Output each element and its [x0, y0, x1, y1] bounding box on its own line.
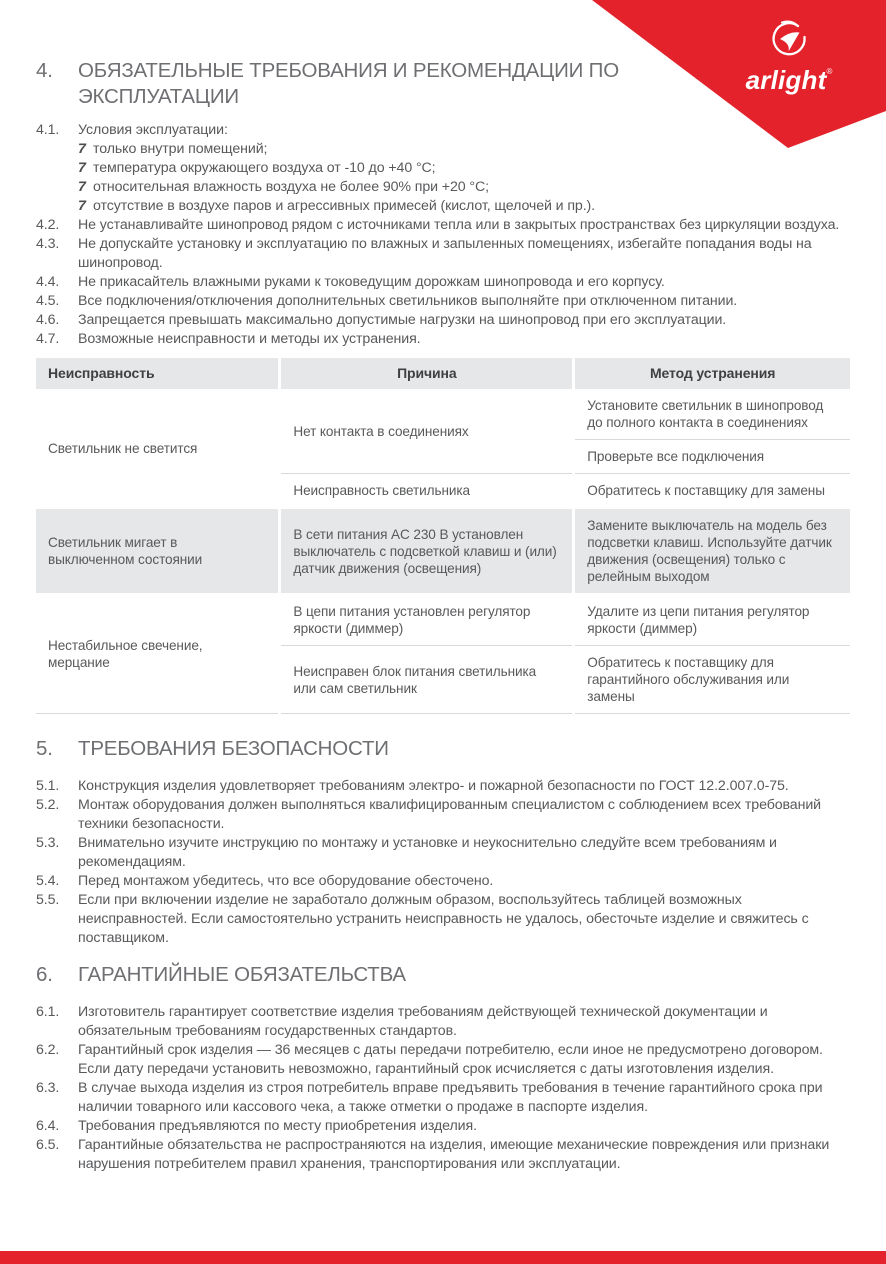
list-item [36, 216, 850, 235]
bullet-text: только внутри помещений; [93, 141, 268, 157]
list-item [36, 1079, 850, 1117]
item-number: 4.6. [36, 312, 60, 328]
item-text: Условия эксплуатации: [78, 122, 228, 138]
section-title: ГАРАНТИЙНЫЕ ОБЯЗАТЕЛЬСТВА [78, 963, 406, 986]
item-text: Изготовитель гарантирует соответствие изделия требованиям действующей технической документации и обязательным требованиям государственных стандартов. [78, 1004, 768, 1039]
bullet-text: отсутствие в воздухе паров и агрессивных примесей (кислот, щелочей и пр.). [93, 198, 596, 214]
item-text: Требования предъявляются по месту приобретения изделия. [78, 1118, 477, 1134]
list-item [36, 872, 850, 891]
item-number: 6.4. [36, 1118, 60, 1134]
list-item [36, 1003, 850, 1041]
cell-fault3-cause2: Неисправен блок питания светильника или сам светильник [280, 646, 574, 714]
item-text: Если при включении изделие не заработало должным образом, воспользуйтесь таблицей возможных неисправностей. Если самостоятельно устранить неисправность не удалось, обесточьте изделие и свяжитесь с поставщиком. [78, 892, 809, 946]
list-item [36, 235, 850, 273]
bullet-row [78, 140, 850, 159]
table-row [36, 594, 850, 646]
section-title: ТРЕБОВАНИЯ БЕЗОПАСНОСТИ [78, 737, 389, 760]
item-text: Запрещается превышать максимально допустимые нагрузки на шинопровод при его эксплуатации. [78, 312, 727, 328]
item-number: 5.3. [36, 835, 60, 851]
bullet-text: относительная влажность воздуха не более 90% при +20 °С; [93, 179, 489, 195]
table-header-fault: Неисправность [36, 358, 280, 389]
item-number: 6.5. [36, 1137, 60, 1153]
item-text: Не допускайте установку и эксплуатацию по влажных и запыленных помещениях, избегайте попадания воды на шинопровод. [78, 236, 812, 271]
list-item [36, 891, 850, 948]
table-header-fix: Метод устранения [574, 358, 850, 389]
bullet-row [78, 197, 850, 216]
item-text: Не устанавливайте шинопровод рядом с источниками тепла или в закрытых пространствах без циркуляции воздуха. [78, 217, 840, 233]
item-text: Гарантийный срок изделия — 36 месяцев с даты передачи потребителю, если иное не предусмотрено договором. Если дату передачи установить невозможно, гарантийный срок исчисляется с даты изготовления изделия. [78, 1042, 823, 1077]
item-number: 4.4. [36, 274, 60, 290]
item-number: 5.1. [36, 778, 60, 794]
list-item [36, 1041, 850, 1079]
section-number: 6. [36, 963, 53, 986]
cell-fault3-fix1: Удалите из цепи питания регулятор яркости (диммер) [574, 594, 850, 646]
cell-fault1-cause1: Нет контакта в соединениях [280, 389, 574, 474]
list-item [36, 1136, 850, 1174]
section-5-heading [36, 736, 850, 762]
section-number: 5. [36, 737, 53, 760]
section-title: ОБЯЗАТЕЛЬНЫЕ ТРЕБОВАНИЯ И РЕКОМЕНДАЦИИ ПО ЭКСПЛУАТАЦИИ [78, 59, 619, 108]
cell-fault1-fix2: Обратитесь к поставщику для замены [574, 474, 850, 509]
list-item [36, 330, 850, 349]
item-text: В случае выхода изделия из строя потребитель вправе предъявить требования в течение гарантийного срока при наличии товарного или кассового чека, а также отметки о продаже в паспорте изделия. [78, 1080, 823, 1115]
footer-red-bar [0, 1251, 886, 1264]
item-number: 6.2. [36, 1042, 60, 1058]
logo-wordmark: arlight [745, 65, 827, 95]
item-text: Все подключения/отключения дополнительных светильников выполняйте при отключенном питании. [78, 293, 738, 309]
table-row-shaded [36, 508, 850, 594]
item-text: Не прикасайтель влажными руками к токоведущим дорожкам шинопровода и его корпусу. [78, 274, 665, 290]
table-header-row [36, 358, 850, 389]
section-4-heading [36, 58, 850, 110]
list-item [36, 777, 850, 796]
page-content [36, 58, 850, 1174]
arrow-bullet-icon: 7 [78, 198, 86, 214]
item-number: 4.2. [36, 217, 60, 233]
item-number: 6.3. [36, 1080, 60, 1096]
list-item [36, 796, 850, 834]
cell-fault2-cause: В сети питания AC 230 В установлен выключатель с подсветкой клавиш и (или) датчик движения (освещения) [280, 508, 574, 594]
registered-mark: ® [826, 67, 833, 76]
list-item [36, 292, 850, 311]
list-item [36, 273, 850, 292]
item-number: 5.5. [36, 892, 60, 908]
cell-fault3: Нестабильное свечение, мерцание [36, 594, 280, 714]
item-text: Монтаж оборудования должен выполняться квалифицированным специалистом с соблюдением всех требований техники безопасности. [78, 797, 821, 832]
arrow-bullet-icon: 7 [78, 160, 86, 176]
list-item [36, 121, 850, 216]
table-header-cause: Причина [280, 358, 574, 389]
logo-comet-icon [767, 18, 811, 62]
cell-fault1-fix1b: Проверьте все подключения [574, 440, 850, 474]
item-number: 4.1. [36, 122, 60, 138]
list-item [36, 311, 850, 330]
cell-fault1-cause2: Неисправность светильника [280, 474, 574, 509]
item-text: Гарантийные обязательства не распространяются на изделия, имеющие механические повреждения или признаки нарушения потребителем правил хранения, транспортирования или эксплуатации. [78, 1137, 830, 1172]
cell-fault2: Светильник мигает в выключенном состоянии [36, 508, 280, 594]
cell-fault3-fix2: Обратитесь к поставщику для гарантийного обслуживания или замены [574, 646, 850, 714]
bullet-row [78, 159, 850, 178]
bullet-text: температура окружающего воздуха от -10 до +40 °С; [93, 160, 436, 176]
arrow-bullet-icon: 7 [78, 141, 86, 157]
cell-fault1-fix1a: Установите светильник в шинопровод до полного контакта в соединениях [574, 389, 850, 440]
item-number: 5.2. [36, 797, 60, 813]
troubleshooting-table [36, 358, 850, 714]
list-item [36, 834, 850, 872]
list-item [36, 1117, 850, 1136]
arrow-bullet-icon: 7 [78, 179, 86, 195]
cell-fault3-cause1: В цепи питания установлен регулятор яркости (диммер) [280, 594, 574, 646]
item-text: Перед монтажом убедитесь, что все оборудование обесточено. [78, 873, 494, 889]
item-number: 6.1. [36, 1004, 60, 1020]
item-number: 4.3. [36, 236, 60, 252]
section-6-heading [36, 962, 850, 988]
item-number: 4.5. [36, 293, 60, 309]
cell-fault1: Светильник не светится [36, 389, 280, 508]
item-text: Конструкция изделия удовлетворяет требованиям электро- и пожарной безопасности по ГОСТ 12.2.007.0-75. [78, 778, 789, 794]
item-number: 4.7. [36, 331, 60, 347]
cell-fault2-fix: Замените выключатель на модель без подсветки клавиш. Используйте датчик движения (освещения) только с релейным выходом [574, 508, 850, 594]
bullet-row [78, 178, 850, 197]
item-text: Внимательно изучите инструкцию по монтажу и установке и неукоснительно следуйте всем требованиям и рекомендациям. [78, 835, 777, 870]
item-text: Возможные неисправности и методы их устранения. [78, 331, 421, 347]
table-row [36, 389, 850, 440]
item-number: 5.4. [36, 873, 60, 889]
section-number: 4. [36, 59, 53, 82]
